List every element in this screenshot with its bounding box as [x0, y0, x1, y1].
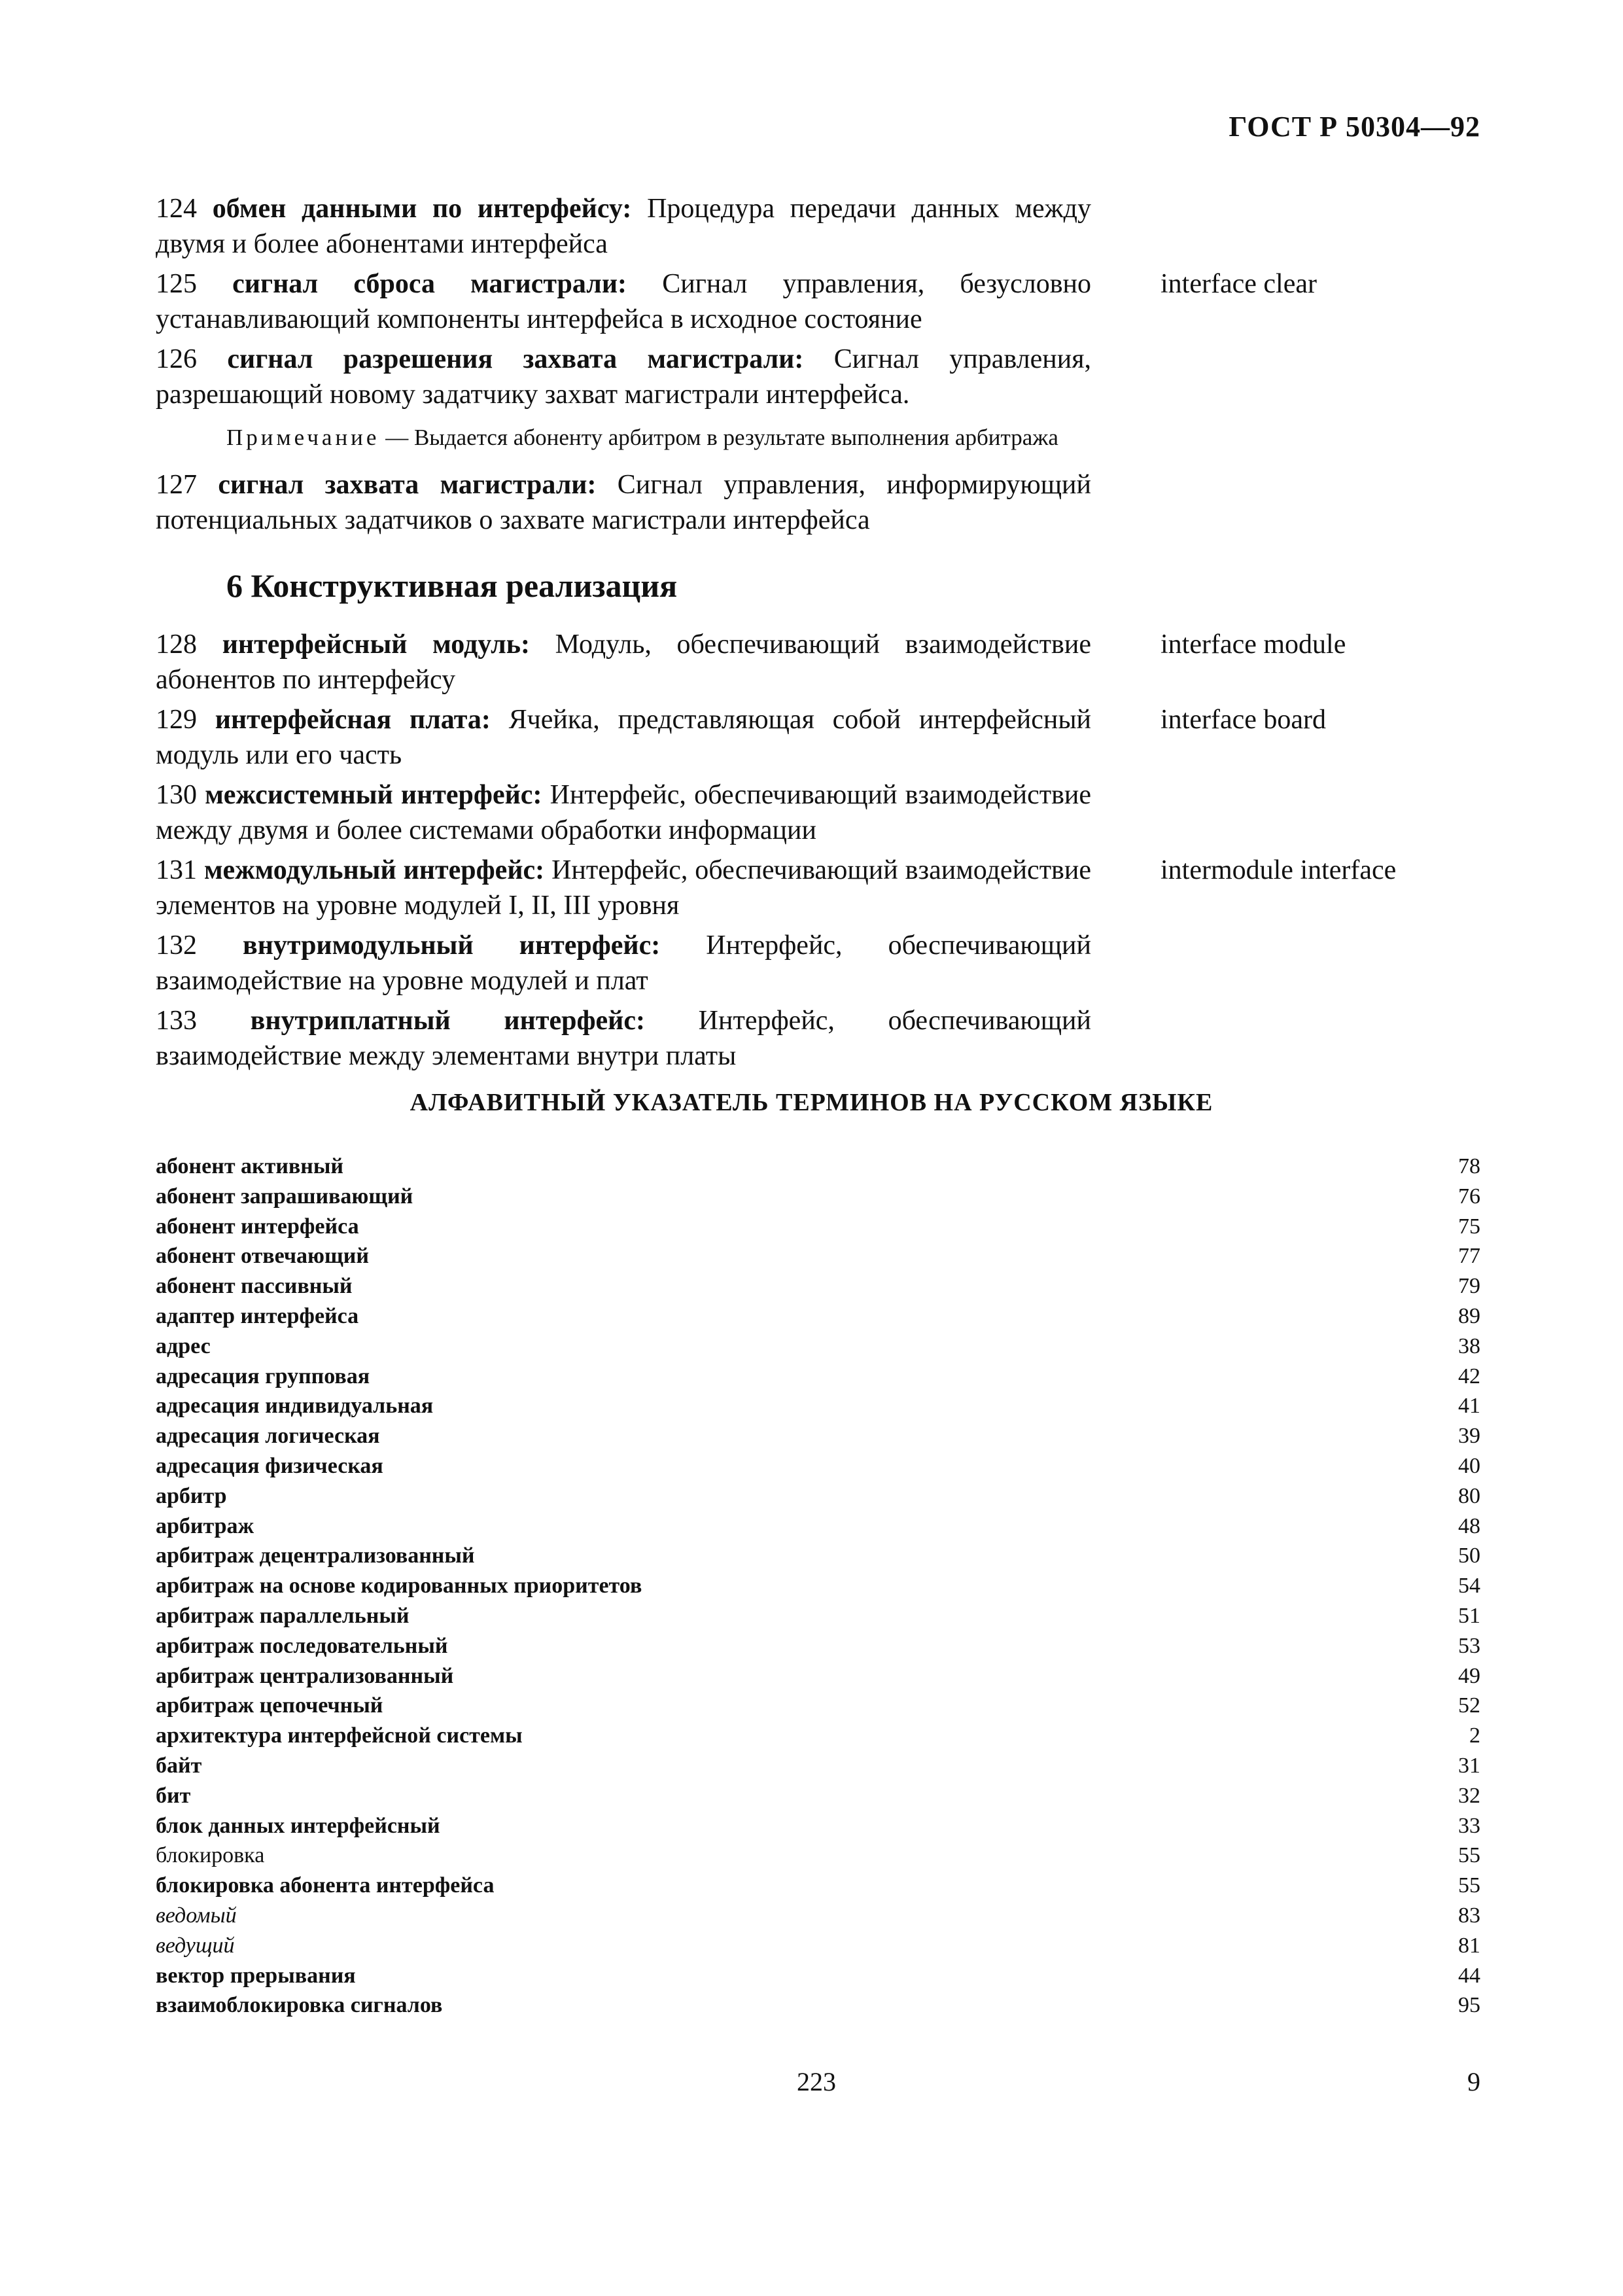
index-entry — [156, 1871, 1480, 1901]
index-entry — [156, 1721, 1480, 1751]
index-entry — [156, 1961, 1480, 1991]
index-entry — [156, 1601, 1480, 1631]
index-entry — [156, 1571, 1480, 1601]
index-term-number: 89 — [1458, 1303, 1480, 1328]
index-term: адресация индивидуальная — [156, 1394, 434, 1419]
term-body — [156, 777, 1091, 848]
term-body — [156, 266, 1091, 337]
term-definition: Интерфейс, обеспечивающий взаимодействие между двумя и более системами обработки информации — [156, 780, 1092, 845]
index-term-number: 38 — [1458, 1333, 1480, 1358]
index-term-number: 53 — [1458, 1633, 1480, 1658]
term-body — [156, 853, 1091, 923]
term-definition: Интерфейс, обеспечивающий взаимодействие элементов на уровне модулей I, II, III уровня — [156, 855, 1091, 921]
term-body — [156, 342, 1091, 412]
index-term: абонент запрашивающий — [156, 1184, 413, 1209]
index-term-number: 52 — [1458, 1693, 1480, 1718]
index-term: арбитр — [156, 1483, 227, 1508]
index-term-number: 48 — [1458, 1513, 1480, 1538]
index-term-number: 33 — [1458, 1813, 1480, 1838]
term-number: 125 — [156, 269, 197, 299]
term-entry — [156, 627, 1497, 698]
term-name: обмен данными по интерфейсу: — [212, 194, 632, 224]
index-term-number: 39 — [1458, 1424, 1480, 1449]
index-term: адресация групповая — [156, 1364, 370, 1388]
document-id: ГОСТ Р 50304—92 — [1229, 111, 1480, 143]
index-term-number: 49 — [1458, 1663, 1480, 1688]
index-entry — [156, 1212, 1480, 1242]
term-body — [156, 191, 1091, 262]
index-term: абонент интерфейса — [156, 1214, 359, 1239]
index-term-number: 83 — [1458, 1903, 1480, 1928]
term-entry — [156, 777, 1497, 848]
term-name: сигнал разрешения захвата магистрали: — [227, 344, 804, 374]
index-entry — [156, 1691, 1480, 1721]
term-number: 133 — [156, 1006, 197, 1036]
term-body — [156, 467, 1091, 538]
term-body — [156, 928, 1091, 998]
index-term: абонент пассивный — [156, 1274, 353, 1299]
index-term-number: 78 — [1458, 1154, 1480, 1178]
index-entry — [156, 1931, 1480, 1961]
index-term: адаптер интерфейса — [156, 1303, 359, 1328]
index-term: абонент активный — [156, 1154, 343, 1178]
term-name: внутримодульный интерфейс: — [243, 930, 661, 961]
index-term-number: 76 — [1458, 1184, 1480, 1209]
term-name: межсистемный интерфейс: — [205, 780, 542, 810]
term-entry — [156, 853, 1497, 923]
index-term: ведомый — [156, 1903, 237, 1928]
index-entry — [156, 1332, 1480, 1362]
index-term-number: 31 — [1458, 1753, 1480, 1778]
term-number: 126 — [156, 344, 197, 374]
index-term: блокировка абонента интерфейса — [156, 1873, 495, 1898]
index-entry — [156, 1661, 1480, 1691]
index-term: бит — [156, 1783, 191, 1808]
index-term-number: 95 — [1458, 1993, 1480, 2018]
index-entry — [156, 1362, 1480, 1392]
index-term-number: 79 — [1458, 1274, 1480, 1299]
term-entry — [156, 191, 1497, 262]
index-entry — [156, 1271, 1480, 1301]
note — [156, 423, 1091, 453]
index-title: АЛФАВИТНЫЙ УКАЗАТЕЛЬ ТЕРМИНОВ НА РУССКОМ ЯЗЫКЕ — [410, 1089, 1213, 1116]
index-entry — [156, 1901, 1480, 1931]
index-entry — [156, 1182, 1480, 1212]
index-entry — [156, 1990, 1480, 2021]
terms-group-a — [156, 191, 1497, 412]
term-number: 127 — [156, 470, 197, 500]
term-definition: Сигнал управления, безусловно устанавливающий компоненты интерфейса в исходное состояние — [156, 269, 1092, 334]
term-entry — [156, 1003, 1497, 1074]
page-total-number: 223 — [797, 2067, 836, 2096]
term-definition: Интерфейс, обеспечивающий взаимодействие на уровне модулей и плат — [156, 930, 1092, 996]
index-term-number: 32 — [1458, 1783, 1480, 1808]
term-name: интерфейсный модуль: — [222, 629, 530, 660]
term-entry — [156, 266, 1497, 337]
index-term: байт — [156, 1753, 202, 1778]
term-definition: Процедура передачи данных между двумя и более абонентами интерфейса — [156, 194, 1092, 259]
index-entry — [156, 1631, 1480, 1661]
term-entry — [156, 702, 1497, 773]
index-term: арбитраж — [156, 1513, 254, 1538]
term-number: 124 — [156, 194, 197, 224]
term-definition: Интерфейс, обеспечивающий взаимодействие между элементами внутри платы — [156, 1006, 1092, 1071]
index-entry — [156, 1241, 1480, 1271]
index-list — [156, 1152, 1480, 2021]
index-term-number: 51 — [1458, 1603, 1480, 1628]
index-term-number: 54 — [1458, 1574, 1480, 1598]
index-entry — [156, 1152, 1480, 1182]
index-term: архитектура интерфейсной системы — [156, 1723, 523, 1748]
index-term-number: 44 — [1458, 1963, 1480, 1988]
index-term: адресация физическая — [156, 1453, 383, 1478]
index-term-number: 2 — [1469, 1723, 1480, 1748]
terms-group-b — [156, 467, 1497, 538]
index-term: арбитраж на основе кодированных приоритетов — [156, 1574, 642, 1598]
term-number: 129 — [156, 705, 197, 735]
term-body — [156, 627, 1091, 698]
term-english: intermodule interface — [1161, 855, 1397, 885]
terms-group-c — [156, 627, 1497, 1074]
index-term: арбитраж последовательный — [156, 1633, 448, 1658]
term-name: внутриплатный интерфейс: — [250, 1006, 645, 1036]
index-entry — [156, 1781, 1480, 1811]
term-english: interface board — [1161, 705, 1327, 735]
note-label: Примечание — [226, 425, 380, 450]
index-term: взаимоблокировка сигналов — [156, 1993, 443, 2018]
term-name: сигнал захвата магистрали: — [218, 470, 597, 500]
index-term-number: 80 — [1458, 1483, 1480, 1508]
index-term-number: 55 — [1458, 1843, 1480, 1868]
index-term: блок данных интерфейсный — [156, 1813, 440, 1838]
term-entry — [156, 467, 1497, 538]
term-body — [156, 1003, 1091, 1074]
index-term: арбитраж цепочечный — [156, 1693, 383, 1718]
index-term-number: 42 — [1458, 1364, 1480, 1388]
index-term-number: 55 — [1458, 1873, 1480, 1898]
term-name: сигнал сброса магистрали: — [232, 269, 627, 299]
term-definition: Модуль, обеспечивающий взаимодействие абонентов по интерфейсу — [156, 629, 1091, 695]
index-term: ведущий — [156, 1933, 235, 1958]
index-entry — [156, 1811, 1480, 1841]
note-text: — Выдается абоненту арбитром в результате выполнения арбитража — [379, 425, 1058, 450]
term-number: 130 — [156, 780, 197, 810]
index-term: абонент отвечающий — [156, 1244, 369, 1269]
index-entry — [156, 1751, 1480, 1781]
index-term: блокировка — [156, 1843, 265, 1868]
index-term: арбитраж децентрализованный — [156, 1544, 475, 1568]
index-term-number: 77 — [1458, 1244, 1480, 1269]
index-term: арбитраж параллельный — [156, 1603, 410, 1628]
term-entry — [156, 342, 1497, 412]
index-term-number: 81 — [1458, 1933, 1480, 1958]
index-term-number: 75 — [1458, 1214, 1480, 1239]
term-definition: Сигнал управления, разрешающий новому задатчику захват магистрали интерфейса. — [156, 344, 1092, 410]
index-term-number: 50 — [1458, 1544, 1480, 1568]
index-entry — [156, 1541, 1480, 1571]
index-term-number: 40 — [1458, 1453, 1480, 1478]
term-name: межмодульный интерфейс: — [203, 855, 545, 885]
term-entry — [156, 928, 1497, 998]
term-english: interface module — [1161, 629, 1346, 660]
index-term: адресация логическая — [156, 1424, 380, 1449]
index-entry — [156, 1301, 1480, 1332]
index-entry — [156, 1511, 1480, 1542]
index-entry — [156, 1841, 1480, 1871]
index-term: адрес — [156, 1333, 211, 1358]
term-body — [156, 702, 1091, 773]
index-entry — [156, 1481, 1480, 1511]
index-entry — [156, 1451, 1480, 1481]
index-entry — [156, 1391, 1480, 1421]
terms-list — [156, 191, 1497, 1078]
index-term: вектор прерывания — [156, 1963, 356, 1988]
term-name: интерфейсная плата: — [215, 705, 491, 735]
term-english: interface clear — [1161, 269, 1317, 299]
index-term: арбитраж централизованный — [156, 1663, 454, 1688]
term-number: 131 — [156, 855, 197, 885]
index-term-number: 41 — [1458, 1394, 1480, 1419]
term-definition: Сигнал управления, информирующий потенциальных задатчиков о захвате магистрали интерфейса — [156, 470, 1092, 535]
term-number: 132 — [156, 930, 197, 961]
term-number: 128 — [156, 629, 197, 660]
section-title: 6 Конструктивная реализация — [226, 567, 678, 604]
term-definition: Ячейка, представляющая собой интерфейсный модуль или его часть — [156, 705, 1092, 770]
page-number: 9 — [1467, 2067, 1480, 2096]
index-entry — [156, 1421, 1480, 1451]
